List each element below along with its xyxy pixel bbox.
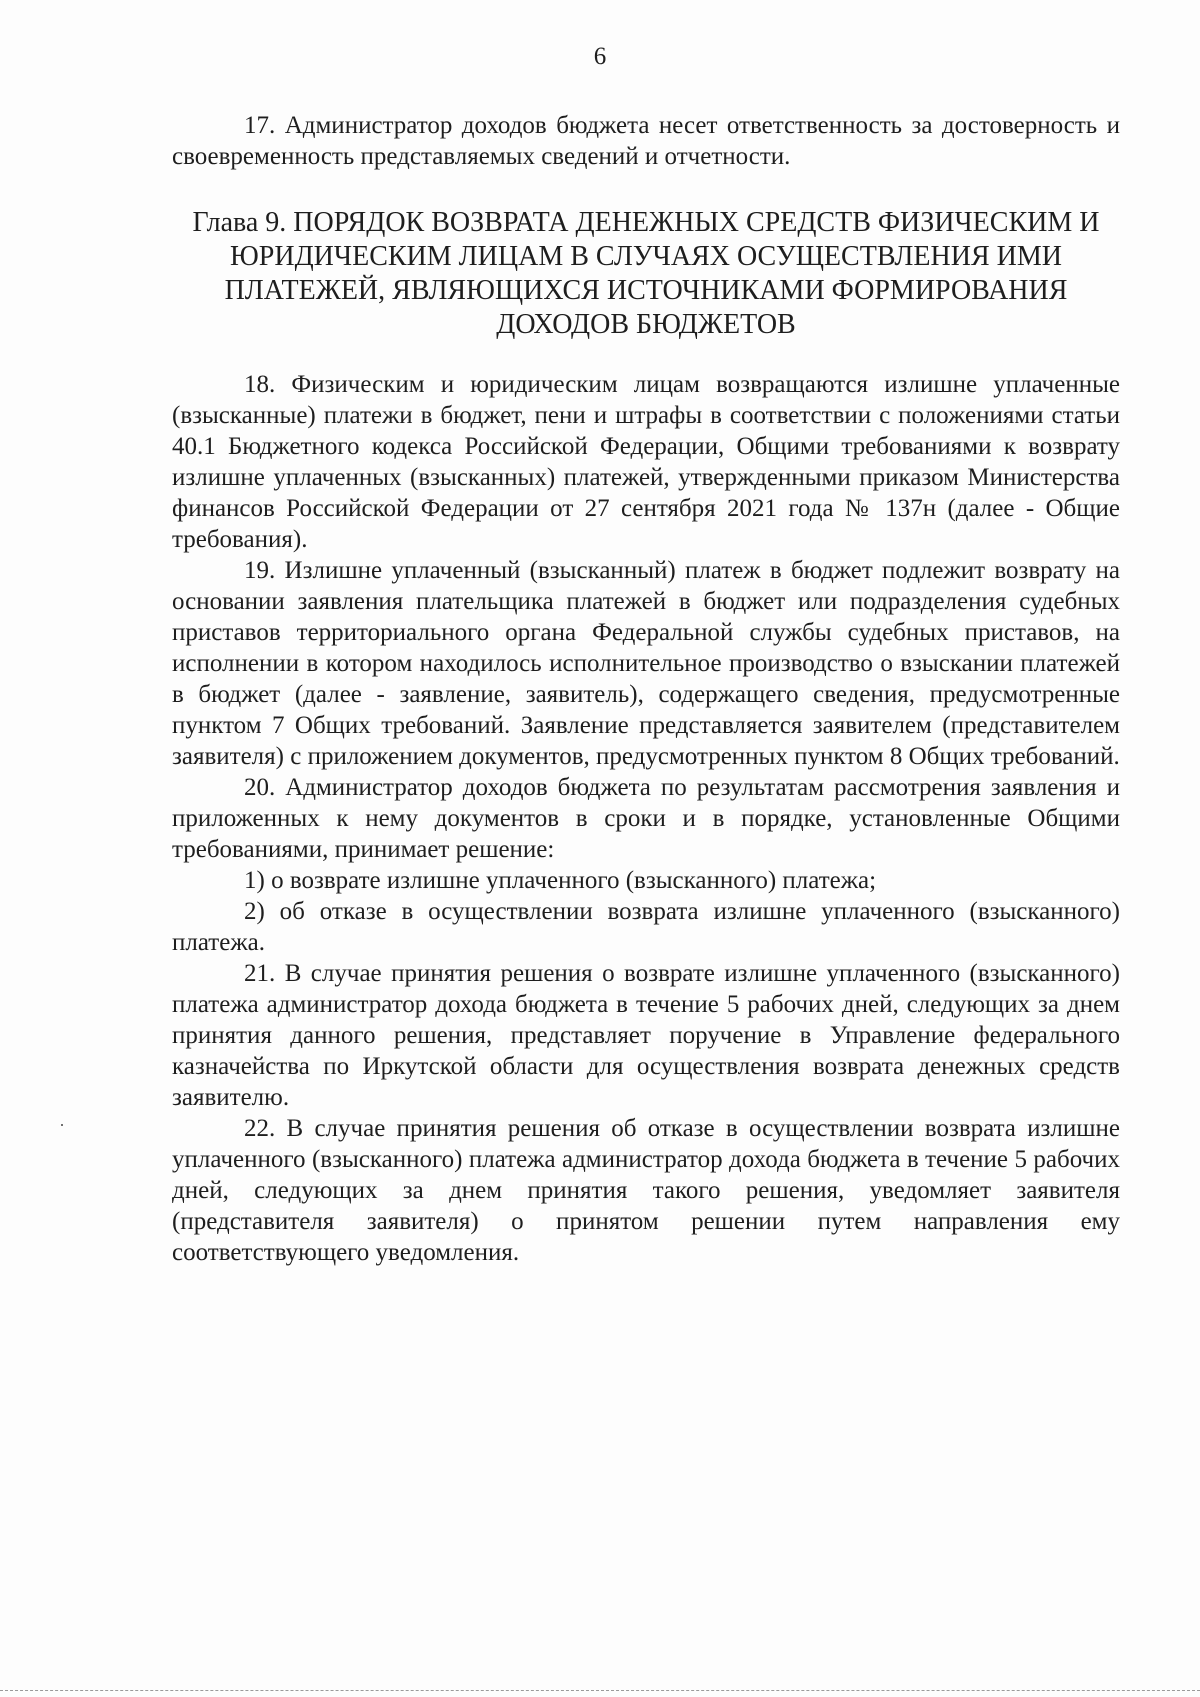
paragraph-22: 22. В случае принятия решения об отказе в осуществлении возврата излишне уплаченного (взысканного) платежа администратор дохода бюджета в течение 5 рабочих дней, следующих за днем принятия такого решения, уведомляет заявителя (представителя заявителя) о принятом решении путем направления ему соответствующего уведомления. [172,1115,1120,1266]
paragraph-block-top [172,110,1120,172]
chapter-heading-line: ДОХОДОВ БЮДЖЕТОВ [496,309,796,340]
chapter-heading-line: ПЛАТЕЖЕЙ, ЯВЛЯЮЩИХСЯ ИСТОЧНИКАМИ ФОРМИРОВАНИЯ [224,275,1068,306]
paragraph-19: 19. Излишне уплаченный (взысканный) платеж в бюджет подлежит возврату на основании заявления плательщика платежей в бюджет или подразделения судебных приставов территориального органа Федеральной службы судебных приставов, на исполнении в котором находилось исполнительное производство о взыскании платежей в бюджет (далее - заявление, заявитель), содержащего сведения, предусмотренные пунктом 7 Общих требований. Заявление представляется заявителем (представителем заявителя) с приложением документов, предусмотренных пунктом 8 Общих требований. [172,557,1120,770]
paragraph-20-item-2: 2) об отказе в осуществлении возврата излишне уплаченного (взысканного) платежа. [172,898,1120,956]
chapter-heading-line: Глава 9. ПОРЯДОК ВОЗВРАТА ДЕНЕЖНЫХ СРЕДСТВ ФИЗИЧЕСКИМ И [192,207,1100,238]
paragraph-21: 21. В случае принятия решения о возврате излишне уплаченного (взысканного) платежа администратор дохода бюджета в течение 5 рабочих дней, следующих за днем принятия данного решения, представляет поручение в Управление федерального казначейства по Иркутской области для осуществления возврата денежных средств заявителю. [172,960,1120,1111]
paragraph-20-item-1: 1) о возврате излишне уплаченного (взысканного) платежа; [244,867,877,894]
page-number: 6 [593,43,607,70]
paragraph-17: 17. Администратор доходов бюджета несет ответственность за достоверность и своевременность представляемых сведений и отчетности. [172,112,1120,170]
paragraph-18: 18. Физическим и юридическим лицам возвращаются излишне уплаченные (взысканные) платежи в бюджет, пени и штрафы в соответствии с положениями статьи 40.1 Бюджетного кодекса Российской Федерации, Общими требованиями к возврату излишне уплаченных (взысканных) платежей, утвержденными приказом Министерства финансов Российской Федерации от 27 сентября 2021 года № 137н (далее - Общие требования). [172,371,1120,553]
chapter-heading-line: ЮРИДИЧЕСКИМ ЛИЦАМ В СЛУЧАЯХ ОСУЩЕСТВЛЕНИЯ ИМИ [230,241,1062,272]
paragraph-block-main [172,369,1120,1268]
page-bottom-edge [0,1690,1200,1691]
paragraph-20: 20. Администратор доходов бюджета по результатам рассмотрения заявления и приложенных к нему документов в сроки и в порядке, установленные Общими требованиями, принимает решение: [172,774,1120,863]
scan-speck [61,1124,63,1126]
chapter-heading [172,206,1120,342]
